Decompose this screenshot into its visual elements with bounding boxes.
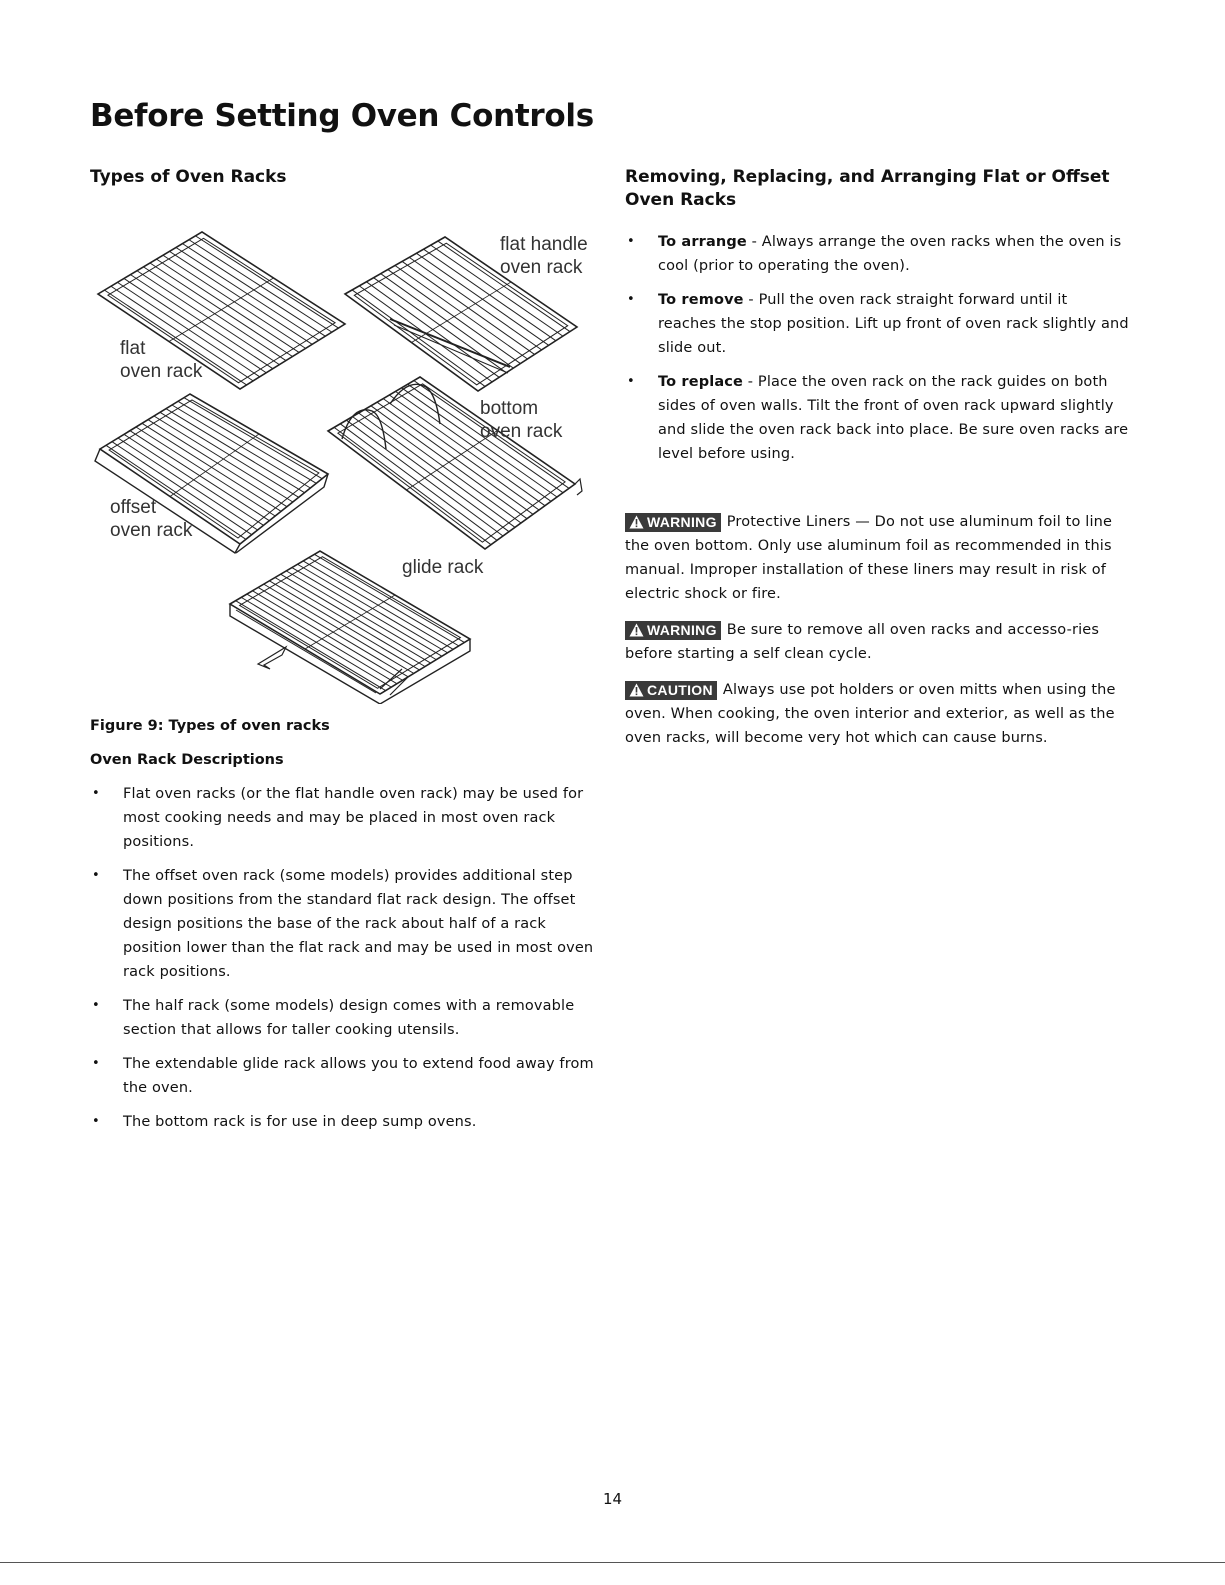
warning-badge: WARNING (625, 513, 721, 532)
warning-triangle-icon (629, 683, 644, 697)
list-item (625, 230, 1130, 278)
list-item: • The extendable glide rack allows you to extend food away from the oven. (90, 1052, 595, 1100)
bottom-rule (0, 1562, 1225, 1563)
warning-triangle-icon (629, 515, 644, 529)
figure-caption: Figure 9: Types of oven racks (90, 718, 330, 734)
caution-notice-hot (625, 678, 1130, 750)
list-item: • The half rack (some models) design comes with a removable section that allows for taller cooking utensils. (90, 994, 595, 1042)
oven-racks-figure (90, 199, 595, 704)
label-flat-handle-oven-rack: flat handle oven rack (500, 234, 588, 278)
types-of-racks-heading: Types of Oven Racks (90, 167, 287, 187)
page-title: Before Setting Oven Controls (90, 98, 594, 134)
rack-instructions-list (625, 230, 1130, 466)
caution-badge: CAUTION (625, 681, 717, 700)
list-item: • The bottom rack is for use in deep sump ovens. (90, 1110, 595, 1134)
notice-text: Always use pot holders or oven mitts when using the oven. When cooking, the oven interior and exterior, as well as the oven racks, will become very hot which can cause burns. (625, 682, 1116, 746)
left-column (90, 166, 595, 1144)
notice-text: Be sure to remove all oven racks and accesso-ries before starting a self clean cycle. (625, 622, 1100, 662)
arranging-racks-heading: Removing, Replacing, and Arranging Flat or Offset Oven Racks (625, 167, 1110, 210)
label-flat-oven-rack: flat oven rack (120, 338, 203, 382)
warning-notice-liners (625, 510, 1130, 606)
list-item: • Flat oven racks (or the flat handle oven rack) may be used for most cooking needs and may be placed in most oven rack positions. (90, 782, 595, 854)
slide-out-arrow (258, 647, 286, 669)
rack-descriptions-list (90, 782, 595, 1134)
instruction-text: - Place the oven rack on the rack guides on both sides of oven walls. Tilt the front of oven rack upward slightly and slide the oven rack back into place. Be sure oven racks are level before using. (658, 374, 1129, 462)
list-item: • The offset oven rack (some models) provides additional step down positions from the standard flat rack design. The offset design positions the base of the rack about half of a rack position lower than the flat rack and may be used in most oven rack positions. (90, 864, 595, 984)
instruction-term: To arrange (658, 234, 747, 250)
instruction-term: To remove (658, 292, 744, 308)
right-column (625, 166, 1130, 762)
label-offset-oven-rack: offset oven rack (110, 497, 193, 541)
instruction-term: To replace (658, 374, 744, 390)
list-item (625, 370, 1130, 466)
list-item (625, 288, 1130, 360)
warning-badge: WARNING (625, 621, 721, 640)
rack-descriptions-heading: Oven Rack Descriptions (90, 752, 284, 768)
warning-notice-self-clean (625, 618, 1130, 666)
instruction-text: - Always arrange the oven racks when the oven is cool (prior to operating the oven). (658, 234, 1122, 274)
instruction-text: - Pull the oven rack straight forward until it reaches the stop position. Lift up front of oven rack slightly and slide out. (658, 292, 1129, 356)
label-glide-rack: glide rack (402, 557, 484, 578)
label-bottom-oven-rack: bottom oven rack (480, 398, 563, 442)
page-number: 14 (602, 1490, 623, 1508)
warning-triangle-icon (629, 623, 644, 637)
notice-text: Protective Liners — Do not use aluminum foil to line the oven bottom. Only use aluminum foil as recommended in this manual. Improper installation of these liners may result in risk of electric shock or fire. (625, 514, 1113, 602)
